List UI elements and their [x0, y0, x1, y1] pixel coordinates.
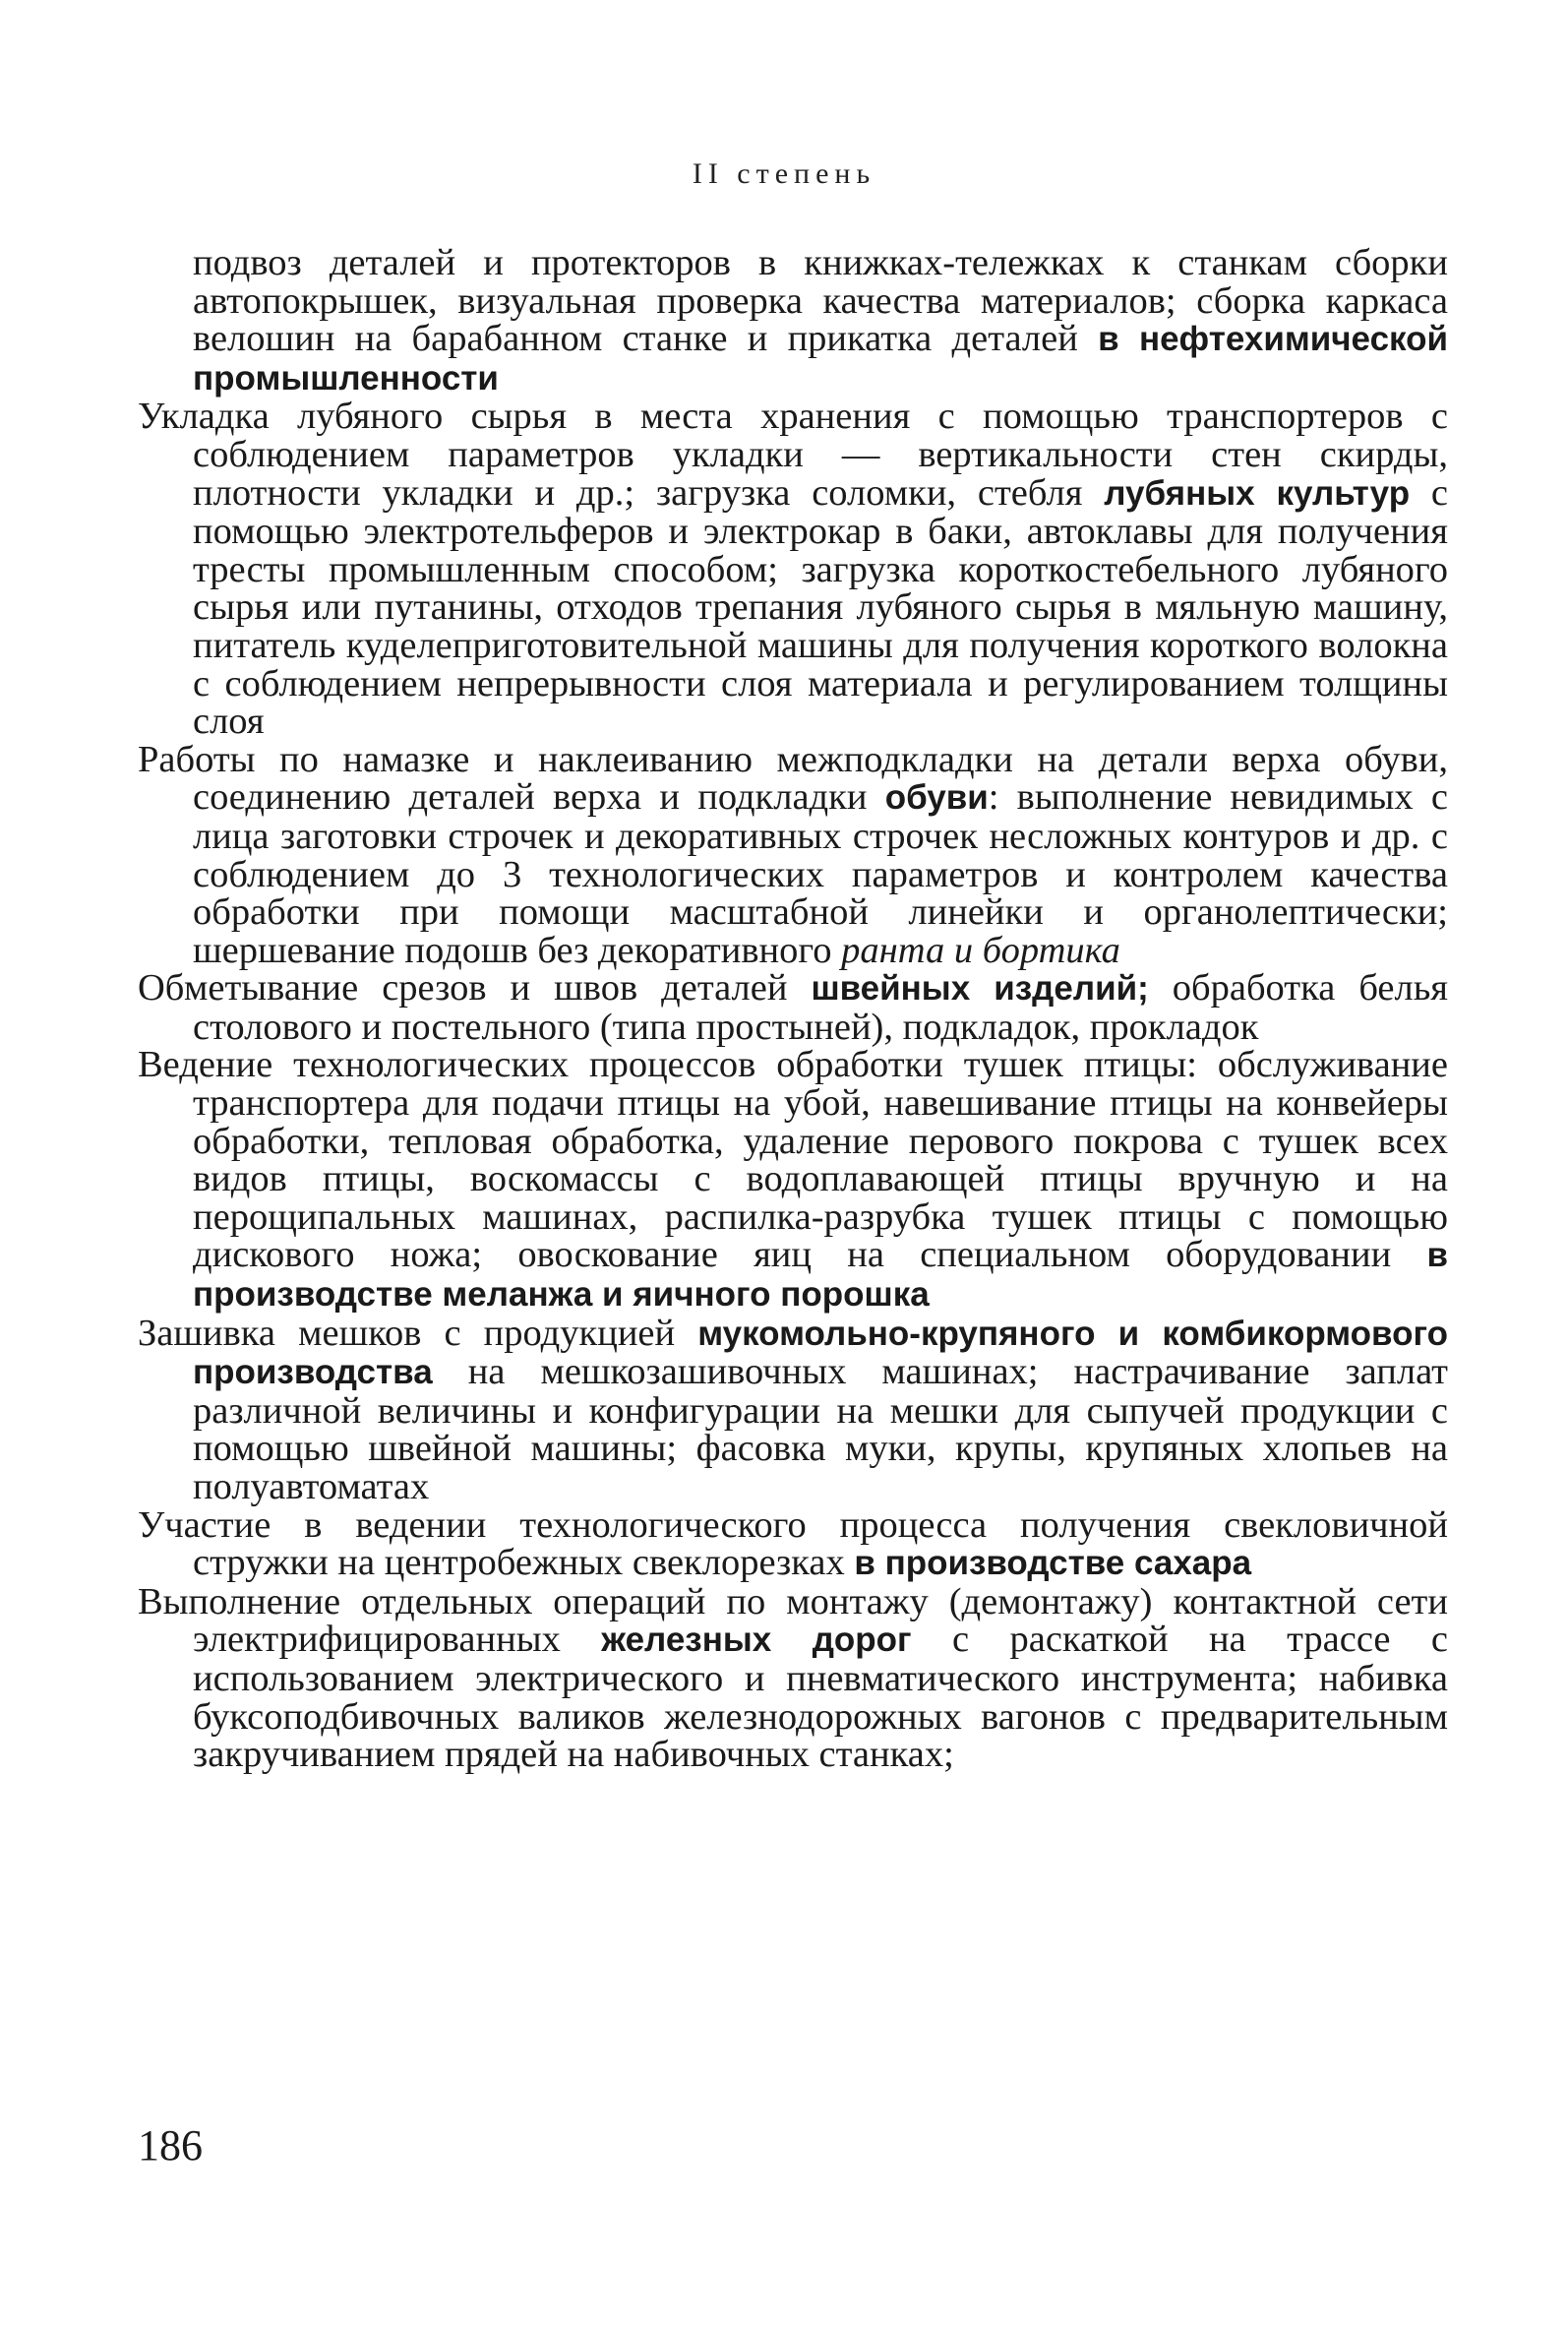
- emphasis-text: мукомольно-крупяного и комбикормового производства: [193, 1314, 1448, 1392]
- paragraph-text: подвоз деталей и протекторов в книжках-тележках к станкам сборки автопокрышек, визуальная проверка качества материалов; сборка каркаса велошин на барабанном станке и прикатка деталей: [193, 242, 1448, 360]
- paragraph-text: Работы по намазке и наклеиванию межподкладки на детали верха обуви, соединению деталей верха и подкладки: [138, 738, 1448, 819]
- emphasis-text: в нефтехимической промышленности: [193, 320, 1448, 398]
- emphasis-text: железных дорог: [601, 1621, 912, 1660]
- paragraph-text: : выполнение невидимых с лица заготовки строчек и декоративных строчек несложных контуров и др. с соблюдением до 3 технологических параметров и контролем качества обработки при помощи масштабной линейки и органолептически; шершевание подошв без декоративного: [193, 776, 1448, 971]
- running-header: II степень: [692, 157, 876, 190]
- emphasis-text: обуви: [884, 778, 989, 818]
- paragraph-text: Ведение технологических процессов обработки тушек птицы: обслуживание транспортера для подачи птицы на убой, навешивание птицы на конвейеры обработки, тепловая обработка, удаление перового покрова с тушек всех видов птицы, воскомассы с водоплавающей птицы вручную и на перощипальных машинах, распилка-разрубка тушек птицы с помощью дискового ножа; овоскование яиц на специальном оборудовании: [138, 1044, 1448, 1276]
- paragraph-text: Зашивка мешков с продукцией: [138, 1312, 698, 1354]
- paragraph-text: обработка белья столового и постельного (типа простыней), подкладок, прокладок: [193, 967, 1448, 1048]
- emphasis-text: швейных изделий;: [811, 969, 1149, 1009]
- paragraph: [138, 1046, 1448, 1314]
- paragraph-text: с раскаткой на трассе с использованием электрического и пневматического инструмента; набивка буксоподбивочных валиков железнодорожных вагонов с предварительным закручиванием прядей на набивочных станках;: [193, 1619, 1448, 1776]
- paragraph: [138, 1503, 1448, 1584]
- paragraph-text: Обметывание срезов и швов деталей: [138, 967, 812, 1010]
- page-number: 186: [138, 2121, 203, 2170]
- emphasis-text: в производстве сахара: [854, 1544, 1252, 1583]
- paragraph-text: на мешкозашивочных машинах; настрачивание заплат различной величины и конфигурации на мешки для сыпучей продукции с помощью швейной машины; фасовка муки, крупы, крупяных хлопьев на полуавтоматах: [193, 1351, 1448, 1507]
- paragraph-text: Укладка лубяного сырья в места хранения с помощью транспортеров с соблюдением параметров укладки — вертикальности стен скирды, плотности укладки и др.; загрузка соломки, стебля: [138, 396, 1448, 514]
- italic-text: ранта и бортика: [841, 929, 1120, 971]
- paragraph: [138, 1312, 1448, 1507]
- paragraph: [138, 969, 1448, 1046]
- body-text: [138, 244, 1448, 1774]
- paragraph: [138, 738, 1448, 971]
- paragraph: [138, 396, 1448, 743]
- paragraph-text: с помощью электротельферов и электрокар в баки, автоклавы для получения тресты промышленным способом; загрузка короткостебельного лубяного сырья или путанины, отходов трепания лубяного сырья в мяльную машину, питатель куделеприготовительной машины для получения короткого волокна с соблюдением непрерывности слоя материала и регулированием толщины слоя: [193, 471, 1448, 743]
- paragraph: [138, 244, 1448, 398]
- emphasis-text: лубяных культур: [1104, 473, 1411, 513]
- emphasis-text: в производстве меланжа и яичного порошка: [193, 1236, 1448, 1315]
- paragraph-text: Выполнение отдельных операций по монтажу (демонтажу) контактной сети электрифицированных: [138, 1580, 1448, 1661]
- paragraph-text: Участие в ведении технологического процесса получения свекловичной стружки на центробежных свеклорезках: [138, 1503, 1448, 1584]
- paragraph: [138, 1580, 1448, 1776]
